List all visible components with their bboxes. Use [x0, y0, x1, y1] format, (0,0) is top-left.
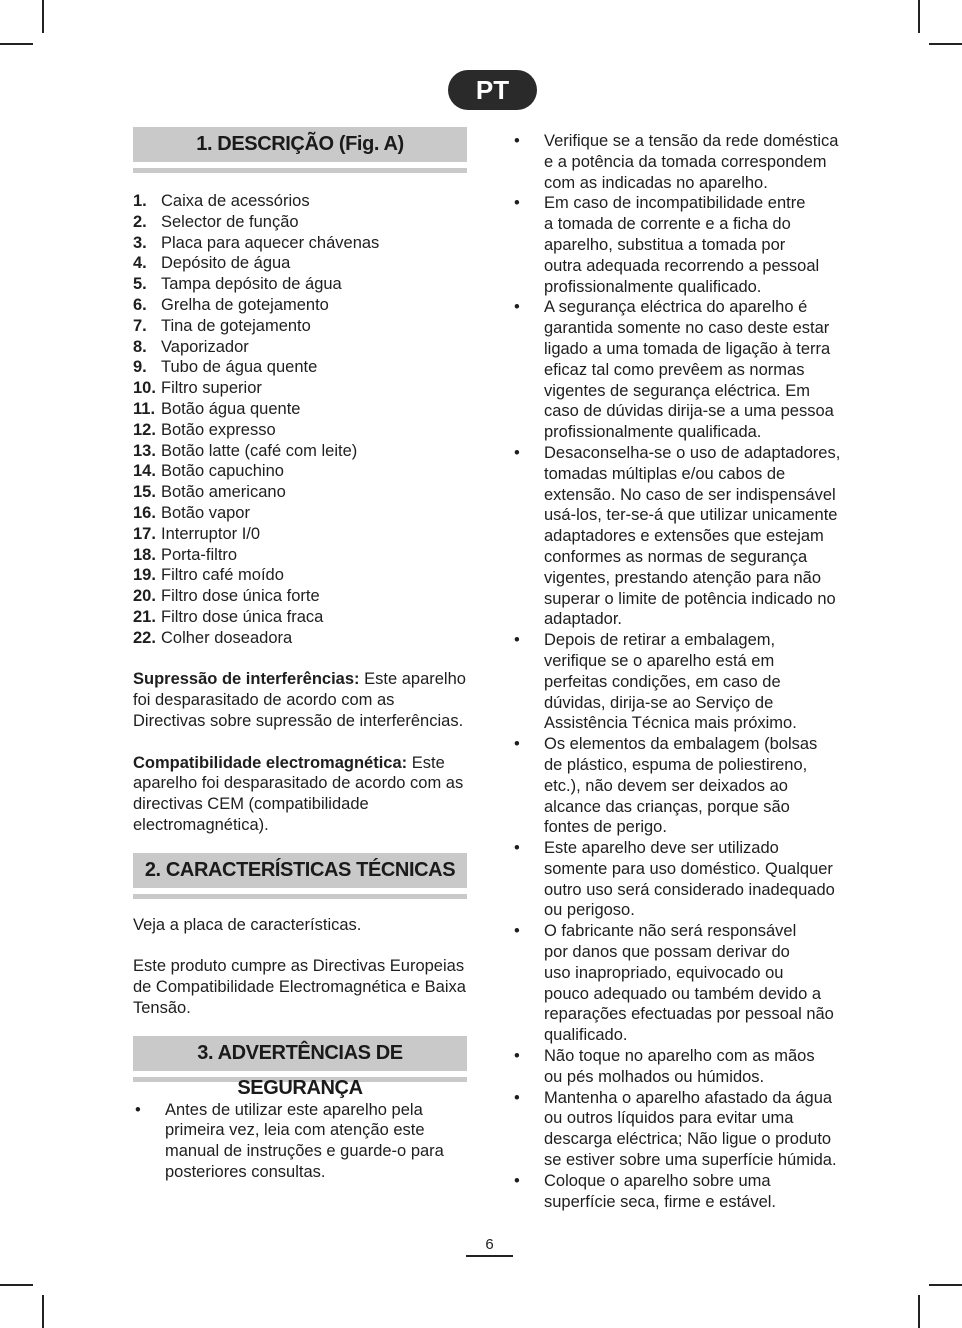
safety-bullets-left [133, 1100, 467, 1183]
list-item-label: Selector de função [161, 212, 299, 231]
list-item-label: Botão americano [161, 483, 286, 502]
list-item [133, 316, 467, 337]
bullet-item [512, 443, 857, 630]
list-item [133, 441, 467, 462]
list-item-label: Filtro superior [161, 379, 262, 398]
bullet-icon: • [514, 1171, 520, 1190]
list-item [133, 399, 467, 420]
safety-bullets-right [512, 131, 857, 1212]
crop-mark [918, 0, 920, 33]
crop-mark [918, 1295, 920, 1328]
bullet-icon: • [514, 922, 520, 941]
bullet-item [512, 131, 857, 193]
parts-list [133, 191, 467, 649]
bullet-text: Verifique se a tensão da rede doméstica e a potência da tomada correspondem com as indicadas no aparelho. [544, 132, 839, 192]
emc-text: Este aparelho foi desparasitado de acordo com as directivas CEM (compatibilidade electromagnética). [133, 753, 464, 834]
bullet-icon: • [514, 839, 520, 858]
list-item [133, 212, 467, 233]
bullet-icon: • [514, 735, 520, 754]
list-item-number: 11. [133, 399, 156, 418]
crop-mark [42, 1295, 44, 1328]
bullet-icon: • [514, 132, 520, 150]
list-item-label: Botão latte (café com leite) [161, 441, 358, 460]
list-item-label: Porta-filtro [161, 545, 238, 564]
emc-title: Compatibilidade electromagnética: [133, 753, 408, 772]
list-item-number: 22. [133, 628, 156, 647]
list-item-number: 9. [133, 358, 147, 377]
list-item-number: 7. [133, 316, 147, 335]
bullet-text: Este aparelho deve ser utilizado somente para uso doméstico. Qualquer outro uso será considerado inadequado ou perigoso. [544, 839, 835, 920]
interference-title: Supressão de interferências: [133, 670, 360, 689]
crop-mark [42, 0, 44, 33]
list-item-label: Botão expresso [161, 420, 276, 439]
list-item-number: 19. [133, 566, 156, 585]
page-number-rule [466, 1255, 513, 1257]
bullet-item [512, 838, 857, 921]
list-item-label: Colher doseadora [161, 628, 293, 647]
list-item [133, 607, 467, 628]
bullet-icon: • [135, 1100, 141, 1119]
list-item-label: Tampa depósito de água [161, 275, 342, 294]
list-item-number: 13. [133, 441, 156, 460]
list-item [133, 191, 467, 212]
bullet-text: Depois de retirar a embalagem, verifique se o aparelho está em perfeitas condições, em caso de dúvidas, dirija-se ao Serviço de Assistência Técnica mais próximo. [544, 631, 797, 733]
crop-mark [0, 1284, 33, 1286]
crop-mark [0, 43, 33, 45]
language-badge: PT [448, 70, 537, 110]
list-item [133, 503, 467, 524]
list-item-label: Vaporizador [161, 337, 249, 356]
interference-paragraph [133, 669, 467, 731]
list-item [133, 628, 467, 649]
list-item-number: 16. [133, 503, 156, 522]
list-item-number: 5. [133, 275, 147, 294]
list-item-number: 2. [133, 212, 147, 231]
list-item [133, 420, 467, 441]
bullet-item [512, 1088, 857, 1171]
bullet-text: Antes de utilizar este aparelho pela primeira vez, leia com atenção este manual de instruções e guarde-o para posteriores consultas. [165, 1100, 444, 1182]
list-item [133, 357, 467, 378]
bullet-text: Coloque o aparelho sobre uma superfície seca, firme e estável. [544, 1171, 777, 1211]
list-item-label: Tina de gotejamento [161, 316, 311, 335]
interference-text: Este aparelho foi desparasitado de acordo com as Directivas sobre supressão de interferências. [133, 670, 466, 730]
crop-mark [929, 43, 962, 45]
list-item [133, 274, 467, 295]
list-item [133, 461, 467, 482]
bullet-icon: • [514, 1047, 520, 1066]
bullet-text: Mantenha o aparelho afastado da água ou outros líquidos para evitar uma descarga eléctrica; Não ligue o produto se estiver sobre uma superfície húmida. [544, 1088, 837, 1170]
list-item-number: 21. [133, 607, 156, 626]
list-item-number: 12. [133, 420, 156, 439]
list-item [133, 378, 467, 399]
bullet-item [512, 1046, 857, 1088]
bullet-item [512, 193, 857, 297]
list-item-number: 18. [133, 545, 156, 564]
bullet-item [133, 1100, 467, 1183]
list-item [133, 253, 467, 274]
list-item-label: Botão vapor [161, 503, 250, 522]
bullet-text: A segurança eléctrica do aparelho é garantida somente no caso deste estar ligado a uma tomada de ligação à terra eficaz tal como prevêem as normas vigentes de segurança eléctrica. Em caso de dúvidas dirija-se a uma pessoa profissionalmente qualificada. [544, 298, 834, 442]
bullet-item [512, 630, 857, 734]
bullet-icon: • [514, 194, 520, 213]
list-item-number: 8. [133, 337, 147, 356]
list-item [133, 565, 467, 586]
technical-para-2: Este produto cumpre as Directivas Europeias de Compatibilidade Electromagnética e Baixa Tensão. [133, 957, 466, 1017]
bullet-item [512, 734, 857, 838]
list-item-number: 14. [133, 462, 156, 481]
list-item [133, 337, 467, 358]
list-item-number: 17. [133, 524, 156, 543]
bullet-item [512, 297, 857, 443]
bullet-icon: • [514, 631, 520, 650]
list-item-number: 1. [133, 192, 147, 210]
page-number: 6 [485, 1236, 494, 1253]
bullet-text: Desaconselha-se o uso de adaptadores, tomadas múltiplas e/ou cabos de extensão. No caso de ser indispensável usá-los, ter-se-á que utilizar unicamente adaptadores e extensões que estejam conformes as normas de segurança vigentes, prestando atenção para não superar o limite de potência indicado no adaptador. [544, 443, 841, 629]
list-item [133, 545, 467, 566]
list-item-label: Tubo de água quente [161, 358, 318, 377]
bullet-text: Em caso de incompatibilidade entre a tomada de corrente e a ficha do aparelho, substitua a tomada por outra adequada recorrendo a pessoal profissionalmente qualificado. [544, 194, 820, 296]
list-item-number: 15. [133, 483, 156, 502]
section-title-safety: 3. ADVERTÊNCIAS DE SEGURANÇA [133, 1036, 467, 1071]
list-item-label: Filtro dose única forte [161, 587, 320, 606]
crop-mark [929, 1284, 962, 1286]
list-item [133, 524, 467, 545]
technical-para-1: Veja a placa de características. [133, 915, 362, 934]
bullet-icon: • [514, 1088, 520, 1107]
list-item-number: 20. [133, 587, 156, 606]
list-item-label: Depósito de água [161, 254, 291, 273]
bullet-text: Os elementos da embalagem (bolsas de plástico, espuma de poliestireno, etc.), não devem ser deixados ao alcance das crianças, porque são fontes de perigo. [544, 735, 818, 837]
bullet-text: Não toque no aparelho com as mãos ou pés molhados ou húmidos. [544, 1047, 815, 1086]
bullet-icon: • [514, 298, 520, 317]
list-item [133, 295, 467, 316]
section-title-description: 1. DESCRIÇÃO (Fig. A) [133, 127, 467, 162]
bullet-text: O fabricante não será responsável por danos que possam derivar do uso inapropriado, equivocado ou pouco adequado ou também devido a reparações efectuadas por pessoal não qualificado. [544, 922, 834, 1045]
bullet-icon: • [514, 443, 520, 462]
section-title-technical: 2. CARACTERÍSTICAS TÉCNICAS [133, 853, 467, 888]
list-item-number: 4. [133, 254, 147, 273]
list-item-label: Interruptor I/0 [161, 524, 261, 543]
list-item-label: Filtro dose única fraca [161, 607, 324, 626]
list-item-number: 3. [133, 233, 147, 252]
list-item-label: Placa para aquecer chávenas [161, 233, 380, 252]
list-item-number: 10. [133, 379, 156, 398]
left-column [133, 127, 467, 1183]
bullet-item [512, 921, 857, 1046]
list-item-number: 6. [133, 295, 147, 314]
section-rule [133, 894, 467, 899]
list-item-label: Caixa de acessórios [161, 192, 310, 210]
emc-paragraph [133, 753, 467, 836]
list-item-label: Botão água quente [161, 399, 301, 418]
list-item [133, 586, 467, 607]
bullet-item [512, 1171, 857, 1213]
list-item-label: Filtro café moído [161, 566, 284, 585]
list-item-label: Grelha de gotejamento [161, 295, 329, 314]
list-item-label: Botão capuchino [161, 462, 284, 481]
section-rule [133, 168, 467, 173]
list-item [133, 482, 467, 503]
list-item [133, 233, 467, 254]
right-column [512, 131, 857, 1212]
